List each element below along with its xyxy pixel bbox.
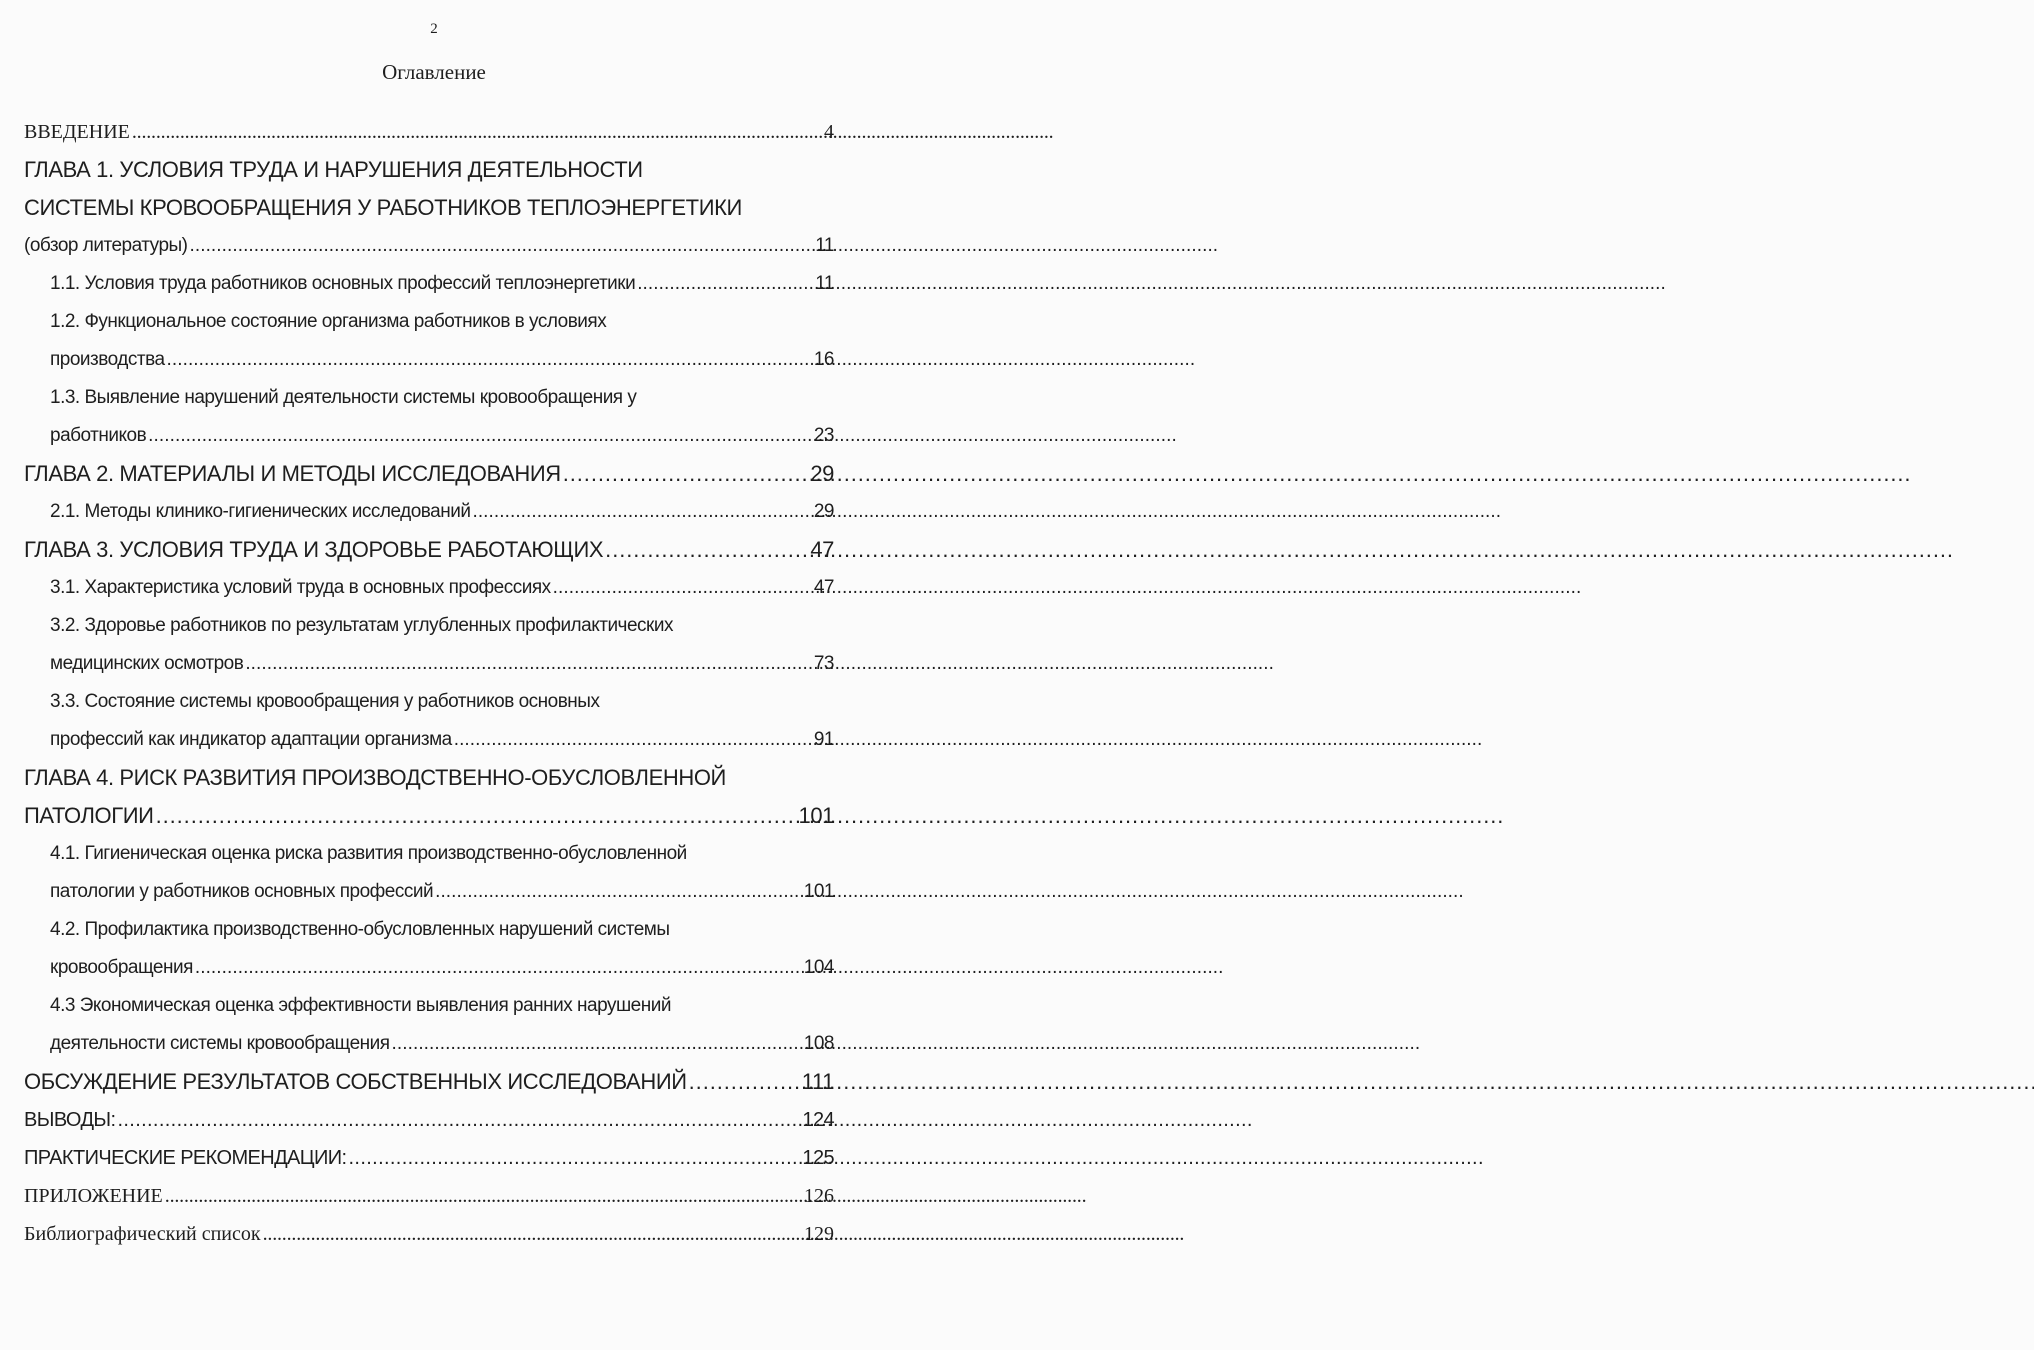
toc-entry-section-4-2-line-1[interactable] [24,904,834,942]
toc-entry-chapter-4-line-2[interactable] [24,790,834,828]
toc-dot-leader [553,576,812,600]
toc-entry-page: 129 [804,1223,834,1245]
toc-entry-recommendations[interactable] [24,1132,834,1170]
toc-entry-page: 108 [803,1033,834,1054]
toc-entry-text: 1.2. Функциональное состояние организма работников в условиях [50,311,607,332]
toc-entry-section-4-2-line-2[interactable] [24,942,834,980]
toc-dot-leader [156,804,797,828]
toc-entry-text: Библиографический список [24,1223,261,1245]
page-number: 2 [430,21,438,37]
toc-entry-chapter-3[interactable] [24,524,834,562]
toc-dot-leader [454,728,812,752]
toc-entry-text: ПРАКТИЧЕСКИЕ РЕКОМЕНДАЦИИ: [24,1147,347,1169]
toc-entry-introduction[interactable] [24,106,834,144]
toc-entry-text: 4.3 Экономическая оценка эффективности выявления ранних нарушений [50,995,671,1016]
toc-entry-text: ПАТОЛОГИИ [24,803,154,828]
toc-entry-chapter-4-line-1[interactable] [24,752,834,790]
toc-dot-leader [195,956,802,980]
toc-entry-text: 1.3. Выявление нарушений деятельности системы кровообращения у [50,387,637,408]
toc-entry-text: профессий как индикатор адаптации организма [50,729,452,750]
toc-entry-text: производства [50,349,165,370]
toc-entry-section-3-2-line-2[interactable] [24,638,834,676]
toc-entry-text: медицинских осмотров [50,653,244,674]
toc-entry-bibliography[interactable] [24,1208,834,1246]
toc-entry-section-3-3-line-2[interactable] [24,714,834,752]
toc-entry-page: 23 [813,425,834,446]
toc-dot-leader [132,120,822,144]
toc-entry-text: ГЛАВА 3. УСЛОВИЯ ТРУДА И ЗДОРОВЬЕ РАБОТАЮЩИХ [24,537,604,562]
toc-entry-conclusions[interactable] [24,1094,834,1132]
toc-entry-section-3-1[interactable] [24,562,834,600]
toc-entry-page: 47 [813,577,834,598]
toc-entry-section-1-2-line-2[interactable] [24,334,834,372]
toc-entry-discussion[interactable] [24,1056,834,1094]
toc-entry-section-1-1[interactable] [24,258,834,296]
toc-dot-leader [165,1184,802,1208]
toc-entry-text: 3.2. Здоровье работников по результатам углубленных профилактических [50,615,673,636]
toc-entry-page: 101 [798,803,834,828]
toc-entry-text: ГЛАВА 1. УСЛОВИЯ ТРУДА И НАРУШЕНИЯ ДЕЯТЕЛЬНОСТИ [24,157,643,182]
toc-entry-text: 3.3. Состояние системы кровообращения у работников основных [50,691,600,712]
toc-entry-page: 11 [815,235,834,256]
toc-dot-leader [117,1108,800,1132]
table-of-contents [24,106,834,1246]
toc-entry-chapter-1-line-1[interactable] [24,144,834,182]
toc-entry-section-4-1-line-2[interactable] [24,866,834,904]
toc-dot-leader [435,880,802,904]
toc-entry-text: (обзор литературы) [24,235,188,256]
toc-entry-page: 104 [803,957,834,978]
toc-entry-page: 47 [810,537,834,562]
toc-dot-leader [689,1070,800,1094]
toc-dot-leader [392,1032,802,1056]
toc-entry-text: работников [50,425,147,446]
toc-entry-text: ГЛАВА 2. МАТЕРИАЛЫ И МЕТОДЫ ИССЛЕДОВАНИЯ [24,461,561,486]
toc-entry-text: 4.2. Профилактика производственно-обусловленных нарушений системы [50,919,670,940]
document-page [0,0,868,1350]
toc-entry-text: СИСТЕМЫ КРОВООБРАЩЕНИЯ У РАБОТНИКОВ ТЕПЛОЭНЕРГЕТИКИ [24,195,742,220]
toc-entry-page: 101 [803,881,834,902]
toc-entry-text: кровообращения [50,957,193,978]
toc-entry-page: 91 [813,729,834,750]
toc-entry-text: 4.1. Гигиеническая оценка риска развития производственно-обусловленной [50,843,687,864]
toc-entry-appendix[interactable] [24,1170,834,1208]
toc-entry-page: 111 [801,1069,834,1094]
toc-entry-section-1-3-line-2[interactable] [24,410,834,448]
toc-entry-section-1-3-line-1[interactable] [24,372,834,410]
toc-entry-text: ГЛАВА 4. РИСК РАЗВИТИЯ ПРОИЗВОДСТВЕННО-ОБУСЛОВЛЕННОЙ [24,765,726,790]
toc-entry-section-2-1[interactable] [24,486,834,524]
toc-entry-page: 29 [810,461,834,486]
toc-entry-text: деятельности системы кровообращения [50,1033,390,1054]
toc-dot-leader [637,272,813,296]
toc-entry-text: патологии у работников основных профессий [50,881,434,902]
toc-entry-section-3-3-line-1[interactable] [24,676,834,714]
toc-entry-text: 3.1. Характеристика условий труда в основных профессиях [50,577,551,598]
toc-entry-page: 29 [813,501,834,522]
toc-dot-leader [167,348,812,372]
toc-entry-text: ОБСУЖДЕНИЕ РЕЗУЛЬТАТОВ СОБСТВЕННЫХ ИССЛЕДОВАНИЙ [24,1069,687,1094]
toc-entry-text: ВЫВОДЫ: [24,1109,116,1131]
toc-entry-page: 125 [802,1147,834,1169]
toc-entry-chapter-1-line-2[interactable] [24,182,834,220]
toc-entry-text: 2.1. Методы клинико-гигиенических исследований [50,501,471,522]
toc-entry-page: 126 [804,1185,834,1207]
toc-entry-page: 73 [813,653,834,674]
toc-dot-leader [263,1222,802,1246]
toc-entry-page: 16 [813,349,834,370]
toc-entry-section-4-3-line-1[interactable] [24,980,834,1018]
toc-entry-page: 11 [815,273,834,294]
toc-dot-leader [190,234,814,258]
toc-dot-leader [605,538,808,562]
toc-dot-leader [563,462,809,486]
toc-dot-leader [472,500,811,524]
toc-entry-text: 1.1. Условия труда работников основных профессий теплоэнергетики [50,273,636,294]
toc-entry-page: 4 [824,121,834,143]
toc-entry-section-3-2-line-1[interactable] [24,600,834,638]
toc-dot-leader [148,424,812,448]
toc-dot-leader [245,652,812,676]
toc-title: Оглавление [382,60,486,84]
toc-entry-section-4-3-line-2[interactable] [24,1018,834,1056]
toc-entry-chapter-1-line-3[interactable] [24,220,834,258]
toc-dot-leader [349,1146,801,1170]
toc-entry-text: ПРИЛОЖЕНИЕ [24,1185,163,1207]
toc-entry-section-1-2-line-1[interactable] [24,296,834,334]
toc-entry-chapter-2[interactable] [24,448,834,486]
toc-entry-text: ВВЕДЕНИЕ [24,121,130,143]
toc-entry-section-4-1-line-1[interactable] [24,828,834,866]
toc-entry-page: 124 [802,1109,834,1131]
